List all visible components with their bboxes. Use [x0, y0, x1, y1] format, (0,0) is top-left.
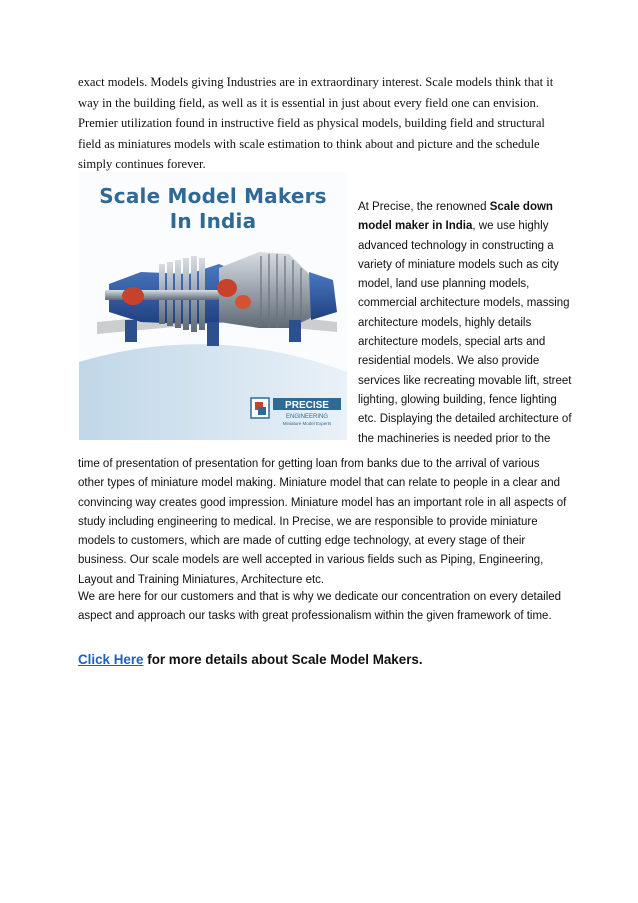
figure-title-line1: Scale Model Makers — [99, 184, 327, 208]
side-lead: At Precise, the renowned — [358, 201, 490, 213]
turbine-casing-right — [309, 272, 337, 320]
call-to-action — [78, 652, 578, 667]
turbine-model-image — [79, 172, 347, 440]
body-paragraph-1-text: time of presentation of presentation for getting loan from banks due to the arrival of various other types of miniature model making. Miniature model that can relate to people in a clear and convincing way creates good impression. Miniature model has an important role in all aspects of study including engineering to medical. In Precise, we are responsible to provide miniature models to customers, which are made of cutting edge technology, at every stage of their business. Our scale models are well accepted in various fields such as Piping, Engineering, Layout and Training Miniatures, Architecture etc. — [78, 458, 567, 586]
scale-model-figure — [79, 172, 347, 440]
figure-title-line2: In India — [169, 209, 257, 233]
cta-rest: for more details about Scale Model Makers. — [143, 652, 423, 667]
logo-subtext: ENGINEERING — [285, 414, 329, 420]
intro-text: exact models. Models giving Industries are in extraordinary interest. Scale models think that it way in the building field, as well as it is essential in just about every field one can envision. Premier utilization found in instructive field as physical models, building field and structural field as miniatures models with scale estimation to think about and picture and the schedule simply continues forever. — [78, 75, 554, 171]
side-paragraph — [358, 198, 578, 449]
red-component-1 — [122, 287, 144, 305]
side-bold-keyword: Scale down model maker in India — [358, 201, 553, 233]
logo-tagline: Miniature Model Experts — [282, 421, 332, 426]
side-rest: , we use highly advanced technology in constructing a variety of miniature models such as city model, land use planning models, commercial architecture models, massing architecture models, highly details architecture models, special arts and residential models. We also provide services like recreating movable lift, street lighting, glowing building, fence lighting etc. Displaying the detailed architecture of the machineries is needed prior to the — [358, 220, 572, 445]
red-component-2 — [217, 279, 237, 297]
intro-paragraph — [78, 72, 568, 175]
red-component-3 — [235, 295, 251, 309]
body-paragraph-2: We are here for our customers and that is why we dedicate our concentration on every detailed aspect and approach our tasks with great professionalism within the given framework of time. — [78, 591, 562, 623]
body-paragraph-1 — [78, 455, 568, 590]
click-here-link[interactable]: Click Here — [78, 652, 144, 667]
logo-text: PRECISE — [285, 400, 329, 411]
